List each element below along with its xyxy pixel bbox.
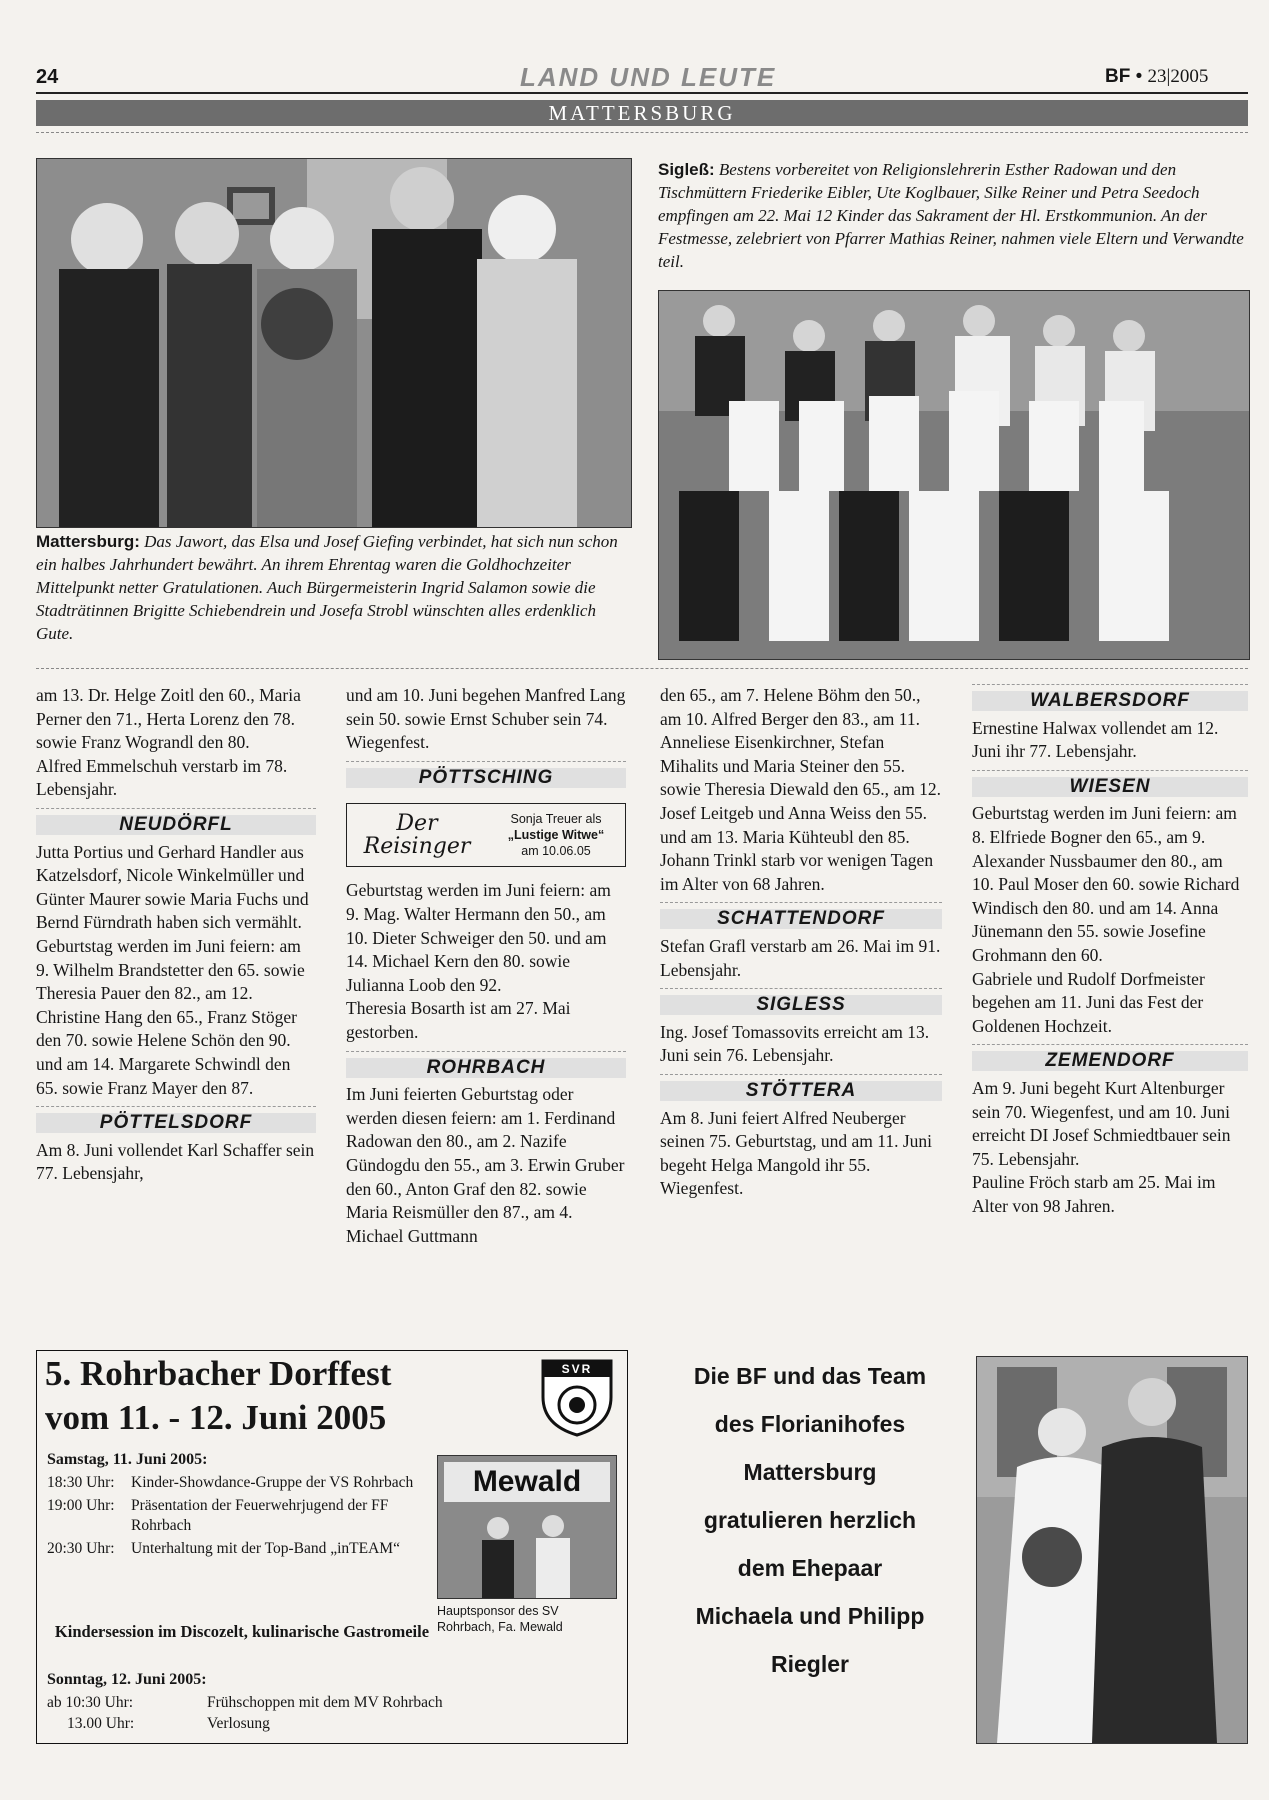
column-4 bbox=[972, 684, 1248, 1218]
schedule-event: Frühschoppen mit dem MV Rohrbach bbox=[207, 1694, 443, 1711]
heading-rohrbach: ROHRBACH bbox=[346, 1051, 626, 1080]
paragraph: Ernestine Halwax vollendet am 12. Juni ihr 77. Lebensjahr. bbox=[972, 717, 1219, 762]
congrats-line: Riegler bbox=[771, 1651, 849, 1677]
column-2 bbox=[346, 684, 626, 1248]
reisinger-ad bbox=[346, 803, 626, 867]
divider bbox=[36, 668, 1248, 669]
heading-poetsching: PÖTTSCHING bbox=[346, 761, 626, 790]
sponsor-caption: Hauptsponsor des SV Rohrbach, Fa. Mewald bbox=[437, 1604, 563, 1634]
paragraph: am 13. Dr. Helge Zoitl den 60., Maria Perner den 71., Herta Lorenz den 78. sowie Franz Wograndl den 80. bbox=[36, 685, 301, 753]
dorffest-dates: vom 11. - 12. Juni 2005 bbox=[45, 1398, 387, 1437]
paragraph: Am 8. Juni feiert Alfred Neuberger seinen 75. Geburtstag, und am 11. Juni begeht Helga Mangold ihr 55. Wiegenfest. bbox=[660, 1107, 933, 1199]
paragraph: Pauline Fröch starb am 25. Mai im Alter von 98 Jahren. bbox=[972, 1172, 1216, 1216]
heading-zemendorf: ZEMENDORF bbox=[972, 1044, 1248, 1073]
wedding-photo-illustration bbox=[977, 1357, 1247, 1743]
heading-sigless: SIGLESS bbox=[660, 988, 942, 1017]
svr-logo bbox=[539, 1357, 615, 1437]
paragraph: Am 9. Juni begeht Kurt Altenburger sein 70. Wiegenfest, und am 10. Juni erreicht DI Josef Schmiedtbauer sein 75. Lebensjahr. bbox=[972, 1077, 1231, 1169]
paragraph: Am 8. Juni vollendet Karl Schaffer sein 77. Lebensjahr, bbox=[36, 1139, 315, 1184]
heading-wiesen: WIESEN bbox=[972, 770, 1248, 799]
congrats-line: dem Ehepaar bbox=[737, 1555, 883, 1581]
golden-wedding-photo-illustration bbox=[37, 159, 631, 527]
dorffest-highlight: Kindersession im Discozelt, kulinarische Gastromeile bbox=[54, 1622, 430, 1641]
caption-label: Sigleß: bbox=[658, 160, 715, 179]
congrats-line: Mattersburg bbox=[743, 1459, 877, 1485]
divider bbox=[36, 132, 1248, 133]
photo-golden-wedding bbox=[36, 158, 632, 528]
schedule-time: 19:00 Uhr: bbox=[47, 1496, 115, 1514]
region-banner: MATTERSBURG bbox=[36, 100, 1248, 126]
schedule-time: 18:30 Uhr: bbox=[47, 1474, 115, 1491]
heading-schattendorf: SCHATTENDORF bbox=[660, 902, 942, 931]
caption-label: Mattersburg: bbox=[36, 532, 140, 551]
ad-line: am 10.06.05 bbox=[521, 844, 591, 859]
column-1 bbox=[36, 684, 316, 1186]
caption-mattersburg bbox=[36, 530, 630, 645]
congrats-line: Michaela und Philipp bbox=[695, 1603, 925, 1629]
caption-text: Bestens vorbereitet von Religionslehrerin Esther Radowan und den Tischmüttern Friederike Eibler, Ute Koglbauer, Silke Reiner und Petra Seedoch empfingen am 22. Mai 12 Kinder das Sakrament der Hl. Erstkommunion. An der Festmesse, zelebriert von Pfarrer Mathias Reiner, nahmen viele Eltern und Verwandte teil. bbox=[658, 160, 1244, 271]
sponsor-photo-illustration bbox=[438, 1508, 616, 1598]
day-sunday: Sonntag, 12. Juni 2005: bbox=[47, 1671, 207, 1688]
paragraph: Geburtstag werden im Juni feiern: am 9. Wilhelm Brandstetter den 65. sowie Theresia Pauer den 82., am 12. Christine Hang den 65., Franz Stöger den 70. sowie Helene Schön den 90. und am 14. Margarete Schwindl den 65. sowie Franz Mayer den 87. bbox=[36, 935, 305, 1098]
paragraph: Alfred Emmelschuh verstarb im 78. Lebensjahr. bbox=[36, 755, 288, 800]
issue-number: 23|2005 bbox=[1147, 66, 1209, 87]
schedule-time: 13.00 Uhr: bbox=[67, 1714, 135, 1732]
dorffest-ad bbox=[36, 1350, 628, 1744]
congratulations-box bbox=[660, 1352, 960, 1688]
schedule-time: ab 10:30 Uhr: bbox=[47, 1694, 134, 1711]
schedule-event: Präsentation der Feuerwehrjugend der FF Rohrbach bbox=[131, 1496, 389, 1534]
publication-issue bbox=[1105, 66, 1208, 88]
paragraph: Theresia Bosarth ist am 27. Mai gestorben. bbox=[346, 998, 571, 1042]
publication-name: BF bbox=[1105, 66, 1131, 87]
dorffest-title: 5. Rohrbacher Dorffest bbox=[45, 1354, 392, 1393]
paragraph: Ing. Josef Tomassovits erreicht am 13. Juni sein 76. Lebensjahr. bbox=[660, 1021, 930, 1066]
schedule-row bbox=[47, 1496, 427, 1537]
svr-logo-text: SVR bbox=[561, 1362, 593, 1376]
schedule-event: Kinder-Showdance-Gruppe der VS Rohrbach bbox=[131, 1474, 414, 1491]
schedule-event: Unterhaltung mit der Top-Band „inTEAM“ bbox=[131, 1539, 400, 1557]
paragraph: Im Juni feierten Geburtstag oder werden diesen feiern: am 1. Ferdinand Radowan den 80., am 2. Nazife Gündogdu den 55., am 3. Erwin Gruber den 60., Anton Graf den 82. sowie Maria Reismüller den 87., am 4. Michael Guttmann bbox=[346, 1084, 625, 1246]
schedule-event: Verlosung bbox=[207, 1714, 270, 1732]
schedule-saturday bbox=[47, 1473, 427, 1559]
heading-poettelsdorf: PÖTTELSDORF bbox=[36, 1106, 316, 1135]
schedule-sunday bbox=[47, 1693, 607, 1734]
paragraph: Geburtstag werden im Juni feiern: am 8. Elfriede Bogner den 65., am 9. Alexander Nussbaumer den 80., am 10. Paul Moser den 60. sowie Richard Windisch den 80. und am 14. Anna Jünemann den 55. sowie Josefine Grohmann den 60. bbox=[972, 803, 1240, 965]
schedule-row bbox=[47, 1714, 607, 1735]
page-number: 24 bbox=[36, 66, 59, 88]
reisinger-logo: Der Reisinger bbox=[363, 810, 471, 860]
schedule-time: 20:30 Uhr: bbox=[47, 1539, 115, 1557]
paragraph: den 65., am 7. Helene Böhm den 50., am 10. Alfred Berger den 83., am 11. Anneliese Eisenkirchner, Stefan Mihalits und Maria Steiner den 55. sowie Theresia Diewald den 65., am 12. Josef Leitgeb und Anna Weiss den 55. und am 13. Maria Kühteubl den 85. bbox=[660, 685, 942, 847]
header-rule bbox=[36, 92, 1248, 94]
day-saturday: Samstag, 11. Juni 2005: bbox=[47, 1451, 208, 1468]
paragraph: und am 10. Juni begehen Manfred Lang sein 50. sowie Ernst Schuber sein 74. Wiegenfest. bbox=[346, 685, 626, 753]
heading-neudoerfl: NEUDÖRFL bbox=[36, 808, 316, 837]
congrats-line: gratulieren herzlich bbox=[703, 1507, 917, 1533]
column-3 bbox=[660, 684, 942, 1201]
schedule-row bbox=[47, 1539, 427, 1560]
paragraph: Jutta Portius und Gerhard Handler aus Katzelsdorf, Nicole Winkelmüller und Günter Maurer sowie Maria Fuchs und Bernd Fürndrath haben sich vermählt. bbox=[36, 841, 309, 933]
paragraph: Stefan Grafl verstarb am 26. Mai im 91. Lebensjahr. bbox=[660, 935, 941, 980]
section-title: LAND UND LEUTE bbox=[520, 62, 777, 92]
schedule-row bbox=[47, 1473, 427, 1494]
sponsor-photo bbox=[437, 1455, 617, 1599]
first-communion-photo-illustration bbox=[659, 291, 1249, 659]
ad-line: „Lustige Witwe“ bbox=[507, 828, 605, 843]
heading-walbersdorf: WALBERSDORF bbox=[972, 684, 1248, 713]
publication-separator: • bbox=[1135, 66, 1143, 87]
congrats-line: des Florianihofes bbox=[714, 1411, 906, 1437]
ad-line: Sonja Treuer als bbox=[510, 812, 602, 827]
paragraph: Johann Trinkl starb vor wenigen Tagen im Alter von 68 Jahren. bbox=[660, 850, 934, 894]
schedule-row bbox=[47, 1693, 607, 1714]
congrats-line: Die BF und das Team bbox=[693, 1363, 927, 1389]
reisinger-ad-text bbox=[487, 811, 625, 859]
caption-sigless bbox=[658, 158, 1248, 273]
photo-wedding-couple bbox=[976, 1356, 1248, 1744]
paragraph: Geburtstag werden im Juni feiern: am 9. Mag. Walter Hermann den 50., am 10. Dieter Schweiger den 50. und am 14. Michael Kern den 80. sowie Julianna Loob den 92. bbox=[346, 880, 611, 995]
sponsor-logo: Mewald bbox=[444, 1462, 610, 1502]
photo-first-communion bbox=[658, 290, 1250, 660]
heading-stoettera: STÖTTERA bbox=[660, 1074, 942, 1103]
paragraph: Gabriele und Rudolf Dorfmeister begehen am 11. Juni das Fest der Goldenen Hochzeit. bbox=[972, 968, 1205, 1036]
caption-text: Das Jawort, das Elsa und Josef Giefing verbindet, hat sich nun schon ein halbes Jahrhundert bewährt. An ihrem Ehrentag waren die Goldhochzeiter Mittelpunkt netter Gratulationen. Auch Bürgermeisterin Ingrid Salamon sowie die Stadträtinnen Brigitte Schiebendrein und Josefa Strobl wünschten alles erdenklich Gute. bbox=[36, 532, 618, 643]
